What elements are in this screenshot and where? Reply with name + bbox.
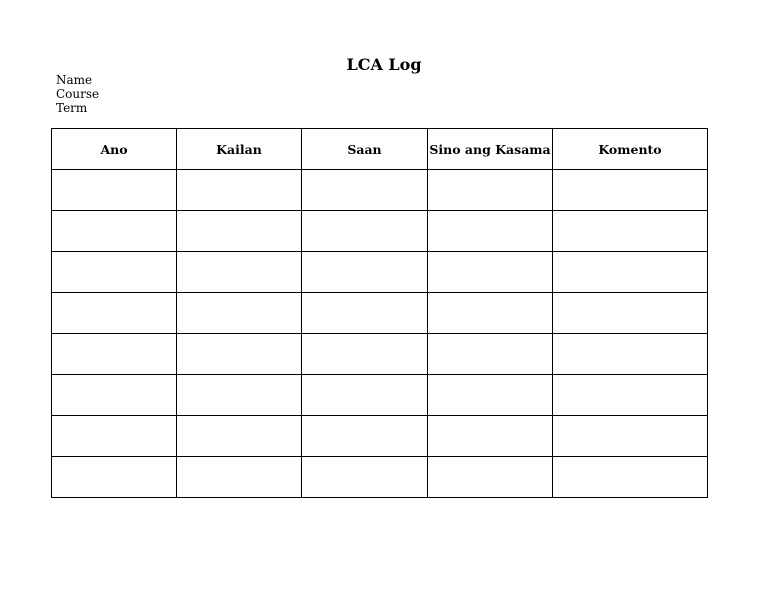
table-cell [553,416,708,457]
table-row [52,334,708,375]
table-row [52,252,708,293]
table-header-row [52,129,708,170]
table-cell [553,211,708,252]
header-fields [56,73,99,115]
course-label: Course [56,87,100,101]
table-cell [428,334,553,375]
table-cell [177,375,302,416]
column-header-komento: Komento [553,129,708,170]
table-cell [177,457,302,498]
table-cell [302,416,428,457]
table-cell [428,211,553,252]
table-cell [302,457,428,498]
table-cell [553,334,708,375]
lca-log-table [51,128,708,498]
column-header-kailan: Kailan [177,129,302,170]
table-cell [52,416,177,457]
column-header-saan: Saan [302,129,428,170]
table-cell [428,416,553,457]
table-row [52,293,708,334]
table-cell [52,293,177,334]
column-header-sino-ang-kasama: Sino ang Kasama [428,129,553,170]
table-cell [52,170,177,211]
table-cell [428,375,553,416]
name-label: Name [56,73,93,87]
table-cell [52,334,177,375]
table-row [52,457,708,498]
table-cell [553,252,708,293]
table-cell [177,293,302,334]
table-cell [52,252,177,293]
table-cell [302,252,428,293]
page-title: LCA Log [346,55,422,74]
table-row [52,416,708,457]
table-row [52,375,708,416]
table-cell [302,211,428,252]
table-cell [553,293,708,334]
table-cell [553,457,708,498]
table-cell [52,457,177,498]
table-cell [177,170,302,211]
table-cell [177,416,302,457]
table-row [52,211,708,252]
table-cell [52,375,177,416]
table-cell [553,375,708,416]
table-row [52,170,708,211]
table-cell [428,170,553,211]
table-cell [302,334,428,375]
table-cell [177,252,302,293]
table-cell [428,252,553,293]
table-cell [428,293,553,334]
table-cell [177,334,302,375]
table-cell [302,293,428,334]
term-label: Term [56,101,88,115]
table-cell [302,170,428,211]
table-cell [302,375,428,416]
table-cell [52,211,177,252]
table-cell [428,457,553,498]
column-header-ano: Ano [52,129,177,170]
table-cell [177,211,302,252]
table-cell [553,170,708,211]
